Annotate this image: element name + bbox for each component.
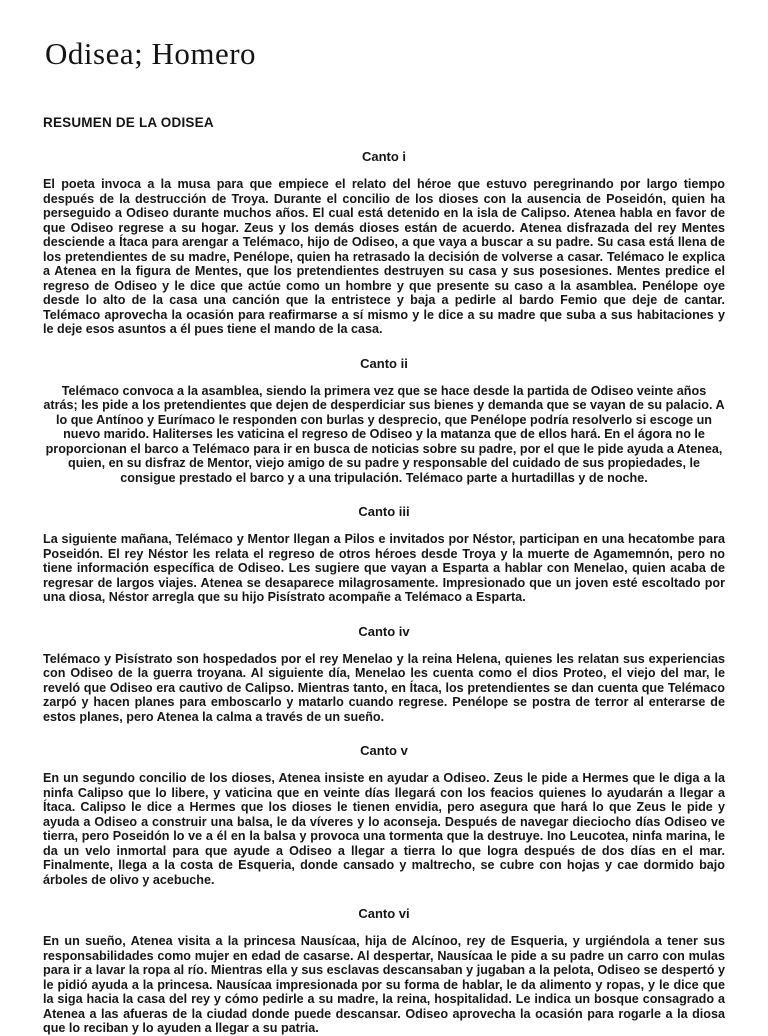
canto-heading: Canto vi bbox=[358, 906, 410, 922]
summary-heading: RESUMEN DE LA ODISEA bbox=[43, 115, 214, 131]
canto-paragraph: El poeta invoca a la musa para que empiece el relato del héroe que estuvo peregrinando por largo tiempo después de la destrucción de Troya. Durante el concilio de los dioses con la ausencia de Poseidón, quien ha perseguido a Odiseo durante muchos años. El cual está detenido en la isla de Calipso. Atenea habla en favor de que Odiseo regrese a su hogar. Zeus y los demás dioses están de acuerdo. Atenea disfrazada del rey Mentes desciende a Ítaca para arengar a Telémaco, hijo de Odiseo, a que vaya a buscar a su padre. Su casa está llena de los pretendientes de su madre, Penélope, quien ha retrasado la decisión de volverse a casar. Telémaco le explica a Atenea en la figura de Mentes, que los pretendientes destruyen su casa y sus posesiones. Mentes predice el regreso de Odiseo y le dice que actúe como un hombre y que presente su caso a la asamblea. Penélope oye desde lo alto de la casa una canción que la entristece y baja a pedirle al bardo Femio que deje de cantar. Telémaco aprovecha la ocasión para reafirmarse a sí mismo y le dice a su madre que suba a sus habitaciones y le deje esos asuntos a él pues tiene el mando de la casa. bbox=[43, 177, 725, 337]
canto-heading: Canto ii bbox=[360, 355, 408, 371]
canto-section-4 bbox=[43, 624, 725, 725]
canto-section-1 bbox=[43, 149, 725, 337]
canto-section-6 bbox=[43, 906, 725, 1036]
canto-paragraph: Telémaco convoca a la asamblea, siendo la primera vez que se hace desde la partida de Odiseo veinte años atrás; les pide a los pretendientes que dejen de desperdiciar sus bienes y demanda que se vayan de su palacio. A lo que Antínoo y Eurímaco le responden con burlas y desprecio, que Penélope podría resolverlo si escoge un nuevo marido. Haliterses les vaticina el regreso de Odiseo y la matanza que de ellos hará. En el ágora no le proporcionan el barco a Telémaco para ir en busca de noticias sobre su padre, por el que le pide ayuda a Atenea, quien, en su disfraz de Mentor, viejo amigo de su padre y responsable del cuidado de sus propiedades, le consigue prestado el barco y a una tripulación. Telémaco parte a hurtadillas y de noche. bbox=[43, 383, 725, 485]
canto-heading: Canto v bbox=[360, 743, 408, 759]
canto-paragraph: En un segundo concilio de los dioses, Atenea insiste en ayudar a Odiseo. Zeus le pide a Hermes que le diga a la ninfa Calipso que lo libere, y vaticina que en veinte días llegará con los feacios quienes lo ayudarán a llegar a Ítaca. Calipso le dice a Hermes que los dioses le tienen envidia, pero asegura que hará lo que Zeus le pide y ayuda a Odiseo a construir una balsa, le da víveres y lo aconseja. Después de navegar dieciocho días Odiseo ve tierra, pero Poseidón lo ve a él en la balsa y provoca una tormenta que la destruye. Ino Leucotea, ninfa marina, le da un velo inmortal para que ayude a Odiseo a llegar a tierra lo que logra después de dos días en el mar. Finalmente, llega a la costa de Esqueria, donde cansado y maltrecho, se cubre con hojas y cae dormido bajo árboles de olivo y acebuche. bbox=[43, 771, 725, 887]
canto-heading: Canto iv bbox=[358, 623, 410, 639]
document-title: Odisea; Homero bbox=[45, 36, 257, 71]
canto-section-5 bbox=[43, 743, 725, 887]
canto-heading: Canto iii bbox=[358, 504, 410, 520]
canto-paragraph: Telémaco y Pisístrato son hospedados por el rey Menelao y la reina Helena, quienes les relatan sus experiencias con Odiseo de la guerra troyana. Al siguiente día, Menelao les cuenta como el dios Proteo, el viejo del mar, le reveló que Odiseo era cautivo de Calipso. Mientras tanto, en Ítaca, los pretendientes se dan cuenta que Telémaco zarpó y hacen planes para emboscarlo y matarlo cuando regrese. Penélope se postra de terror al enterarse de estos planes, pero Atenea la calma a través de un sueño. bbox=[43, 651, 725, 724]
canto-section-3 bbox=[43, 504, 725, 605]
canto-heading: Canto i bbox=[361, 149, 407, 165]
canto-paragraph: La siguiente mañana, Telémaco y Mentor llegan a Pilos e invitados por Néstor, participan en una hecatombe para Poseidón. El rey Néstor les relata el regreso de otros héroes desde Troya y la muerte de Agamemnón, pero no tiene información específica de Odiseo. Les sugiere que vayan a Esparta a hablar con Menelao, quien acaba de regresar de largos viajes. Atenea se desaparece milagrosamente. Impresionado que un joven esté escoltado por una diosa, Néstor arregla que su hijo Pisístrato acompañe a Telémaco a Esparta. bbox=[43, 532, 725, 605]
canto-section-2 bbox=[43, 356, 725, 486]
canto-paragraph: En un sueño, Atenea visita a la princesa Nausícaa, hija de Alcínoo, rey de Esqueria, y urgiéndola a tener sus responsabilidades como mujer en edad de casarse. Al despertar, Nausícaa le pide a su padre un carro con mulas para ir a lavar la ropa al río. Mientras ella y sus esclavas descansaban y jugaban a la pelota, Odiseo se despertó y le pidió ayuda a la princesa. Nausícaa impresionada por su forma de hablar, le da alimento y ropas, y le dice que la siga hacia la casa del rey y cómo pedirle a su madre, la reina, hospitalidad. Le indica un bosque consagrado a Atenea a las afueras de la ciudad donde puede descansar. Odiseo aprovecha la ocasión para rogarle a la diosa que lo reciban y lo ayuden a llegar a su patria. bbox=[43, 934, 725, 1036]
cantos-container bbox=[43, 149, 725, 1036]
